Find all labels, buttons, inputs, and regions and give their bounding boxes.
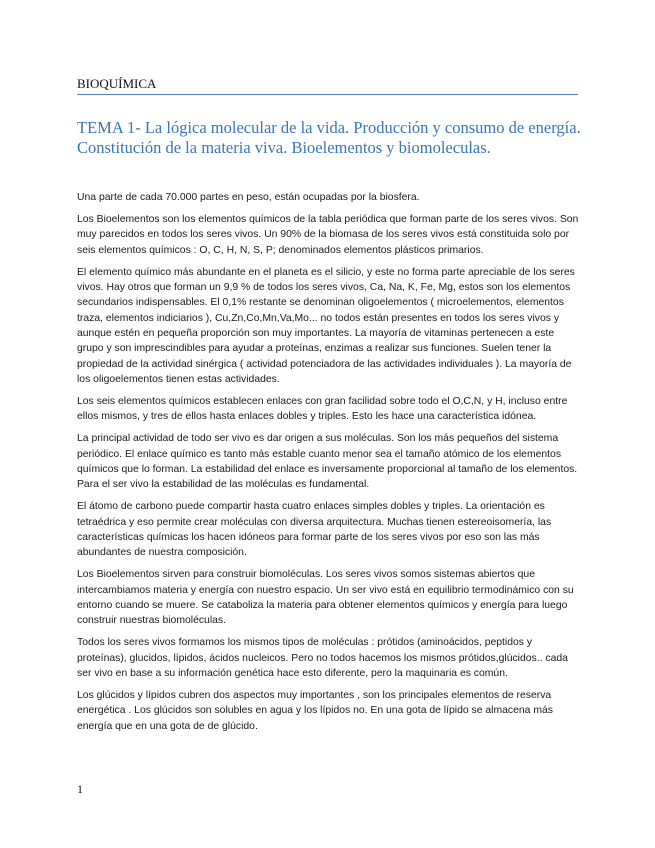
- paragraph: La principal actividad de todo ser vivo es dar origen a sus moléculas. Son los más pequeños del sistema periódico. El enlace químico es tanto más estable cuanto menor sea el tamaño atómico de los elementos químicos que lo forman. La estabilidad del enlace es inversamente proporcional al tamaño de los elementos. Para el ser vivo la estabilidad de las moléculas es fundamental.: [77, 433, 578, 491]
- paragraph: Los Bioelementos son los elementos químicos de la tabla periódica que forman parte de los seres vivos. Son muy parecidos en todos los seres vivos. Un 90% de la biomasa de los seres vivos está constituida solo por seis elementos químicos : O, C, H, N, S, P; denominados elementos plásticos primarios.: [77, 214, 579, 256]
- paragraph: Los glúcidos y lípidos cubren dos aspectos muy importantes , son los principales elementos de reserva energética . Los glúcidos son solubles en agua y los lípidos no. En una gota de lípido se almacena más energía que en una gota de de glúcido.: [77, 689, 553, 732]
- paragraph: Una parte de cada 70.000 partes en peso, están ocupadas por la biosfera.: [77, 192, 420, 203]
- page-title: TEMA 1- La lógica molecular de la vida. Producción y consumo de energía. Constitución de la materia viva. Bioelementos y biomoleculas.: [77, 118, 581, 157]
- paragraph: Todos los seres vivos formamos los mismos tipos de moléculas : prótidos (aminoácidos, peptidos y proteínas), glucidos, lípidos, ácidos nucleicos. Pero no todos hacemos los mismos prótidos,glúcidos.. cada ser vivo en base a su información genética hace esto diferente, pero la maquinaria es común.: [77, 637, 568, 679]
- document-header: BIOQUÍMICA: [77, 76, 578, 95]
- paragraph: El átomo de carbono puede compartir hasta cuatro enlaces simples dobles y triples. La orientación es tetraédrica y eso permite crear moléculas con diversa arquitectura. Muchas tienen estereoisomería, las características químicas los hacen idóneos para formar parte de los seres vivos por eso son las más abundantes de nuestra composición.: [77, 501, 552, 559]
- paragraph: Los seis elementos químicos establecen enlaces con gran facilidad sobre todo el O,C,N, y H, incluso entre ellos mismos, y tres de ellos hasta enlaces dobles y triples. Esto les hace una característica idónea.: [77, 395, 568, 423]
- paragraph: El elemento químico más abundante en el planeta es el silicio, y este no forma parte apreciable de los seres vivos. Hay otros que forman un 9,9 % de todos los seres vivos, Ca, Na, K, Fe, Mg, estos son los elementos secundarios indispensables. El 0,1% restante se denominan oligoelementos ( microelementos, elementos traza, elementos indiciarios ), Cu,Zn,Co,Mn,Va,Mo... no todos están presentes en todos los seres vivos y aunque estén en pequeña proporción son muy importantes. La mayoría de vitaminas pertenecen a este grupo y son imprescindibles para ayudar a proteínas, enzimas a realizar sus funciones. Suelen tener la propiedad de la actividad sinérgica ( actividad potenciadora de las actividades individuales ). La mayoría de los oligoelementos tienen estas actividades.: [77, 266, 575, 385]
- page-number: 1: [77, 782, 83, 796]
- paragraph: Los Bioelementos sirven para construir biomoléculas. Los seres vivos somos sistemas abiertos que intercambiamos materia y energía con nuestro espacio. Un ser vivo está en equilibrio termodinámico con su entorno cuando se muere. Se cataboliza la materia para obtener elementos químicos y energía para luego construir nuestras biomoléculas.: [77, 569, 574, 627]
- document-body: [77, 190, 579, 741]
